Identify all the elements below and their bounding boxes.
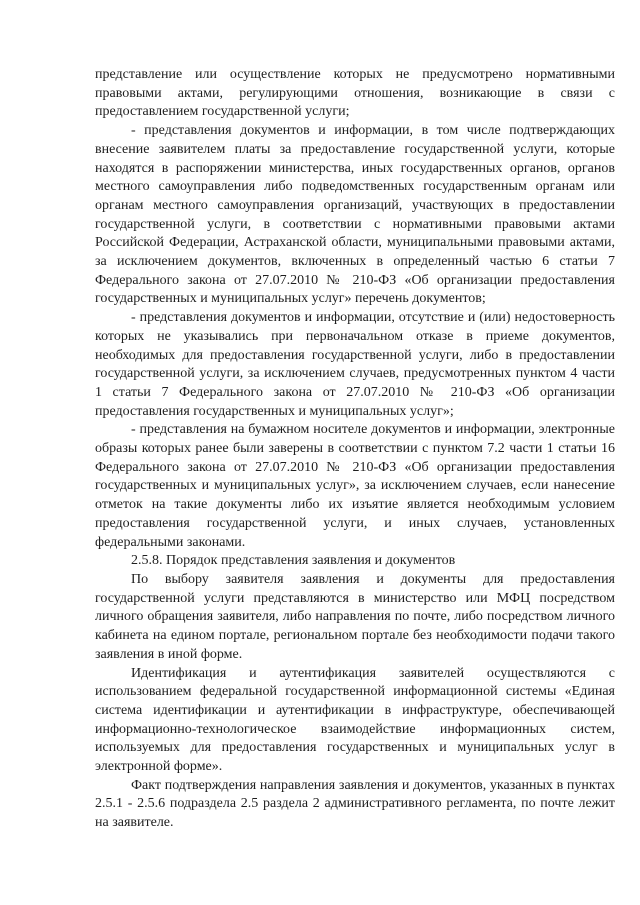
document-body — [95, 66, 615, 833]
paragraph: Факт подтверждения направления заявления и документов, указанных в пунктах 2.5.1 - 2.5.6 подраздела 2.5 раздела 2 административного регламента, по почте лежит на заявителе. — [95, 777, 615, 831]
paragraph: По выбору заявителя заявления и документы для предоставления государственной услуги представляются в министерство или МФЦ посредством личного обращения заявителя, либо направления по почте, либо посредством личного кабинета на едином портале, региональном портале без необходимости подачи такого заявления в иной форме. — [95, 571, 615, 662]
paragraph-list-item: - представления документов и информации, в том числе подтверждающих внесение заявителем платы за предоставление государственной услуги, которые находятся в распоряжении министерства, иных государственных органов, органов местного самоуправления либо подведомственных государственным органам или органам местного самоуправления организаций, участвующих в предоставлении государственной услуги, в соответствии с нормативными правовыми актами Российской Федерации, Астраханской области, муниципальными правовыми актами, за исключением документов, включенных в определенный частью 6 статьи 7 Федерального закона от 27.07.2010 № 210-ФЗ «Об организации предоставления государственных и муниципальных услуг» перечень документов; — [95, 123, 615, 307]
paragraph-list-item: - представления документов и информации, отсутствие и (или) недостоверность которых не указывались при первоначальном отказе в приеме документов, необходимых для предоставления государственной услуги, либо в предоставлении государственной услуги, за исключением случаев, предусмотренных пунктом 4 части 1 статьи 7 Федерального закона от 27.07.2010 № 210-ФЗ «Об организации предоставления государственных и муниципальных услуг»; — [95, 310, 615, 419]
section-heading: 2.5.8. Порядок представления заявления и документов — [131, 553, 456, 569]
paragraph: Идентификация и аутентификация заявителей осуществляются с использованием федеральной государственной информационной системы «Единая система идентификации и аутентификации в инфраструктуре, обеспечивающей информационно-технологическое взаимодействие информационных систем, используемых для предоставления государственных и муниципальных услуг в электронной форме». — [95, 665, 615, 775]
paragraph-list-item: - представления на бумажном носителе документов и информации, электронные образы которых ранее были заверены в соответствии с пунктом 7.2 части 1 статьи 16 Федерального закона от 27.07.2010 № 210-ФЗ «Об организации предоставления государственных и муниципальных услуг», за исключением случаев, если нанесение отметок на такие документы либо их изъятие является необходимым условием предоставления государственной услуги, и иных случаев, установленных федеральными законами. — [95, 422, 615, 550]
paragraph-continuation: представление или осуществление которых не предусмотрено нормативными правовыми актами, регулирующими отношения, возникающие в связи с предоставлением государственной услуги; — [95, 67, 615, 120]
